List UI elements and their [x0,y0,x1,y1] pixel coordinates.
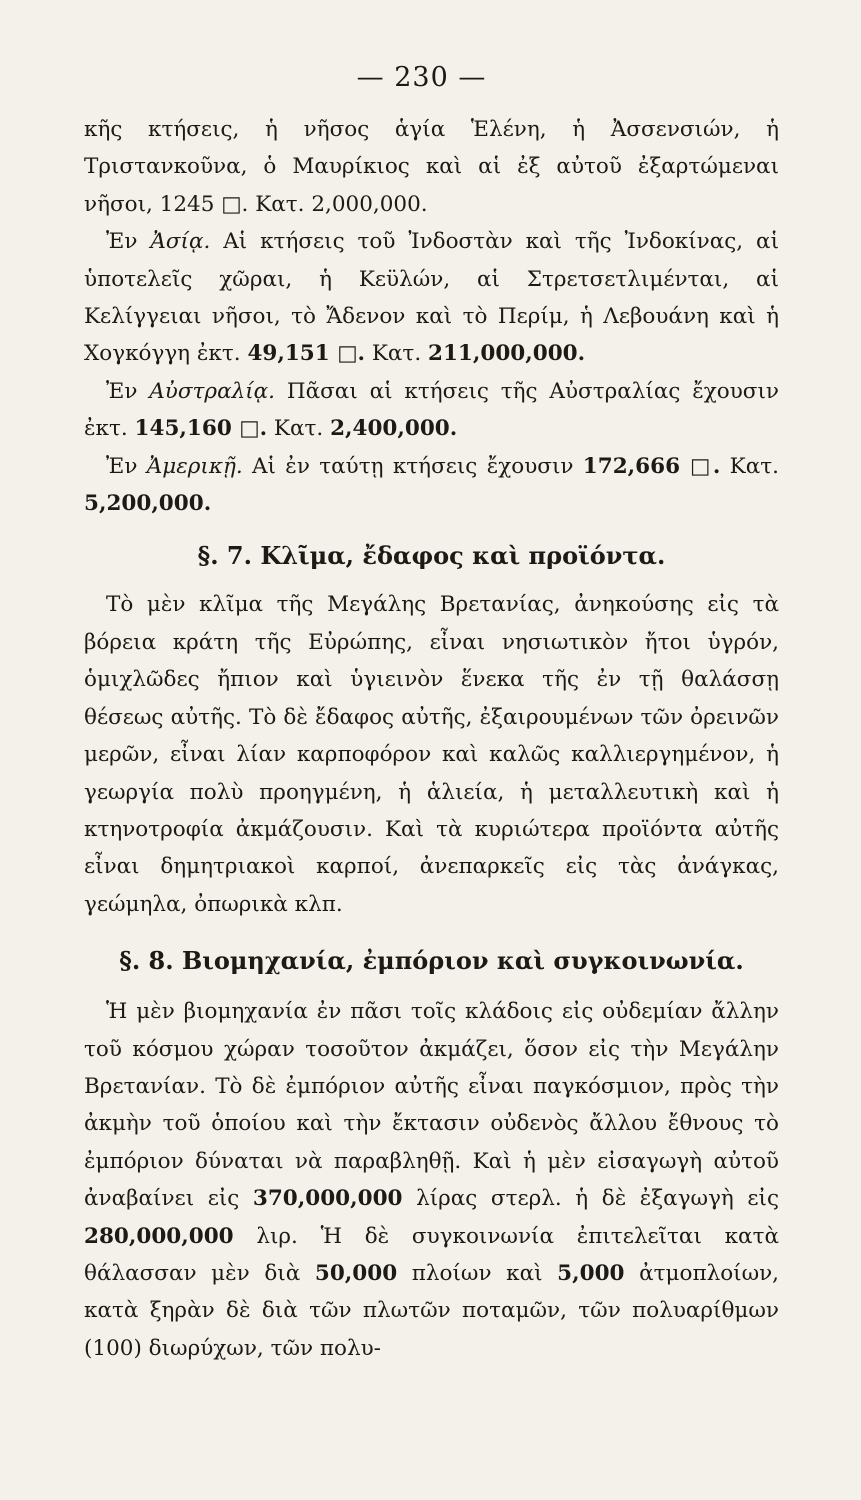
section-8-text-4: πλοίων καὶ [397,1260,558,1286]
section-7-heading: §. 7. Κλῖμα, ἔδαφος καὶ προϊόντα. [197,541,666,571]
australia-prefix: Ἐν [106,378,150,404]
america-area: 172,666 □. [582,453,721,479]
asia-text: Αἱ κτήσεις τοῦ Ἰνδοστὰν καὶ τῆς Ἰνδοκίνας, αἱ ὑποτελεῖς χῶραι, ἡ Κεϋλών, αἱ Στρετσετλιμένται, αἱ Κελίγγειαι νῆσοι, τὸ Ἄδενον καὶ τὸ Περίμ, ἡ Λεβουάνη καὶ ἡ Χογκόγγη ἐκτ. [84,229,779,367]
asia-population: 211,000,000. [428,341,586,367]
section-8-text-1: Ἡ μὲν βιομηχανία ἐν πᾶσι τοῖς κλάδοις εἰς οὐδεμίαν ἄλλην τοῦ κόσμου χώραν τοσοῦτον ἀκμάζει, ὅσον εἰς τὴν Μεγάλην Βρετανίαν. Τὸ δὲ ἐμπόριον αὐτῆς εἶναι παγκόσμιον, πρὸς τὴν ἀκμὴν τοῦ ὁποίου καὶ τὴν ἔκτασιν οὐδενὸς ἄλλου ἔθνους τὸ ἐμπόριον δύναται νὰ παραβληθῇ. Καὶ ἡ μὲν εἰσαγωγὴ αὐτοῦ ἀναβαίνει εἰς [84,999,779,1212]
steamships-count: 5,000 [557,1260,625,1286]
asia-area: 49,151 □. [247,341,366,367]
australia-area: 145,160 □. [134,416,268,442]
canals-count: 100 [92,1335,134,1361]
asia-prefix: Ἐν [106,229,151,255]
america-text: Αἱ ἐν ταύτῃ κτήσεις ἔχουσιν [242,453,583,479]
paragraph-african-possessions: κῆς κτήσεις, ἡ νῆσος ἁγία Ἑλένη, ἡ Ἀσσενσιών, ἡ Τριστανκοῦνα, ὁ Μαυρίκιος καὶ αἱ ἐξ αὐτοῦ ἐξαρτώμεναι νῆσοι, 1245 □. Κατ. 2,000,000. [84,117,779,217]
section-8-heading: §. 8. Βιομηχανία, ἐμπόριον καὶ συγκοινωνία. [119,946,744,976]
paragraph-australia [84,373,779,448]
section-7-body: Τὸ μὲν κλῖμα τῆς Μεγάλης Βρετανίας, ἀνηκούσης εἰς τὰ βόρεια κράτη τῆς Εὐρώπης, εἶναι νησιωτικὸν ἤτοι ὑγρόν, ὁμιχλῶδες ἤπιον καὶ ὑγιεινὸν ἕνεκα τῆς ἐν τῇ θαλάσσῃ θέσεως αὐτῆς. Τὸ δὲ ἔδαφος αὐτῆς, ἐξαιρουμένων τῶν ὀρεινῶν μερῶν, εἶναι λίαν καρποφόρον καὶ καλῶς καλλιεργημένον, ἡ γεωργία πολὺ προηγμένη, ἡ ἁλιεία, ἡ μεταλλευτικὴ καὶ ἡ κτηνοτροφία ἀκμάζουσιν. Καὶ τὰ κυριώτερα προϊόντα αὐτῆς εἶναι δημητριακοὶ καρποί, ἀνεπαρκεῖς εἰς τὰς ἀνάγκας, γεώμηλα, ὀπωρικὰ κλπ. [84,592,779,917]
import-value: 370,000,000 [252,1186,403,1212]
section-8-text-6: ) διωρύχων, τῶν πολυ- [133,1335,381,1361]
section-8-body [84,993,779,1367]
asia-pop-label: Κατ. [365,341,428,367]
australia-region-label: Αὐστραλίᾳ. [149,378,276,404]
section-8-text-3: λιρ. Ἡ δὲ συγκοινωνία ἐπιτελεῖται κατὰ θάλασσαν μὲν διὰ [84,1223,779,1286]
america-pop-label: Κατ. [720,453,779,479]
america-region-label: Ἀμερικῇ. [146,453,243,479]
section-8-text-2: λίρας στερλ. ἡ δὲ ἐξαγωγὴ εἰς [402,1186,779,1212]
australia-population: 2,400,000. [330,416,458,442]
asia-region-label: Ἀσίᾳ. [150,229,211,255]
paragraph-america [84,448,779,523]
ships-count: 50,000 [314,1260,398,1286]
america-population: 5,200,000. [84,491,212,517]
section-8-text-5: ἀτμοπλοίων, κατὰ ξηρὰν δὲ διὰ τῶν πλωτῶν ποταμῶν, τῶν πολυαρίθμων ( [84,1260,780,1361]
america-prefix: Ἐν [106,453,147,479]
paragraph-asia [84,223,779,373]
export-value: 280,000,000 [84,1223,234,1249]
australia-text: Πᾶσαι αἱ κτήσεις τῆς Αὐστραλίας ἔχουσιν ἐκτ. [84,378,779,442]
page-number: — 230 — [356,62,487,93]
australia-pop-label: Κατ. [267,416,331,442]
